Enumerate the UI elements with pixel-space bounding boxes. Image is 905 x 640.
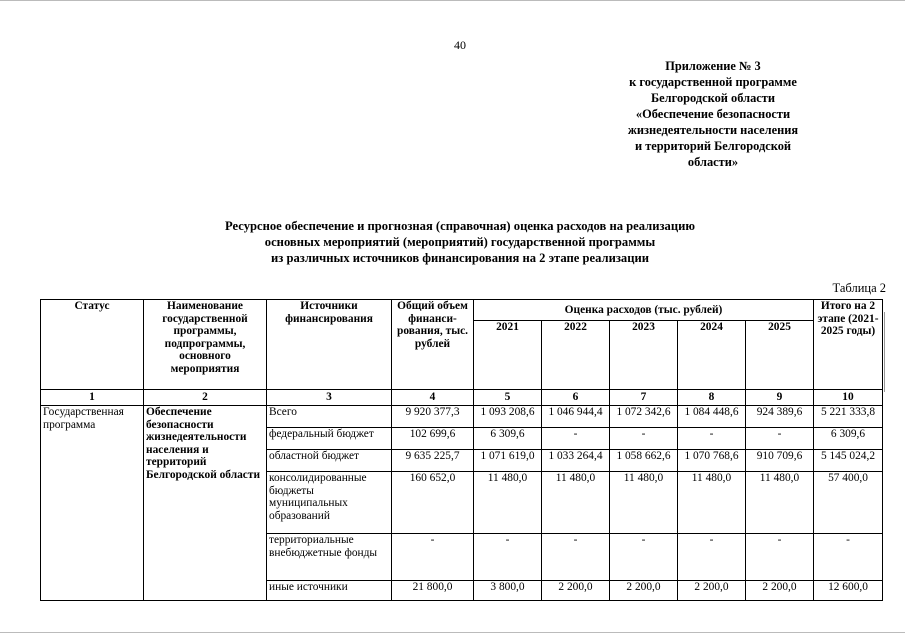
year-value-cell: 2 200,0	[610, 581, 678, 601]
header-year: 2024	[678, 321, 746, 390]
total-cell: -	[392, 534, 474, 581]
year-value-cell: -	[678, 534, 746, 581]
year-value-cell: 11 480,0	[542, 472, 610, 534]
column-number: 9	[746, 390, 814, 406]
table-label: Таблица 2	[832, 281, 886, 295]
table-row	[41, 406, 883, 428]
status-cell: Государственная программа	[41, 406, 144, 601]
header-stage-total: Итого на 2 этапе (2021-2025 годы)	[814, 300, 883, 390]
appendix-line: жизнедеятельности населения	[627, 123, 799, 137]
year-value-cell: -	[610, 428, 678, 450]
year-value-cell: 11 480,0	[474, 472, 542, 534]
column-number: 3	[267, 390, 392, 406]
year-value-cell: 910 709,6	[746, 450, 814, 472]
header-year: 2021	[474, 321, 542, 390]
scan-bottom-edge	[0, 632, 905, 633]
year-value-cell: -	[542, 428, 610, 450]
header-status: Статус	[41, 300, 144, 390]
appendix-line: «Обеспечение безопасности	[635, 107, 791, 121]
appendix-line: и территорий Белгородской	[634, 139, 792, 153]
column-number: 8	[678, 390, 746, 406]
source-cell: областной бюджет	[267, 450, 392, 472]
header-estimate: Оценка расходов (тыс. рублей)	[474, 300, 814, 321]
column-number: 10	[814, 390, 883, 406]
year-value-cell: 2 200,0	[542, 581, 610, 601]
year-value-cell: 11 480,0	[610, 472, 678, 534]
year-value-cell: 1 070 768,6	[678, 450, 746, 472]
total-cell: 160 652,0	[392, 472, 474, 534]
year-value-cell: 1 046 944,4	[542, 406, 610, 428]
program-name-cell: Обеспечение безопасности жизнедеятельности населения и территорий Белгородской области	[144, 406, 267, 601]
appendix-line: к государственной программе	[629, 75, 797, 89]
total-cell: 9 920 377,3	[392, 406, 474, 428]
year-value-cell: -	[678, 428, 746, 450]
column-number: 5	[474, 390, 542, 406]
year-value-cell: -	[610, 534, 678, 581]
column-number: 4	[392, 390, 474, 406]
header-name: Наименование государственной программы, подпрограммы, основного мероприятия	[144, 300, 267, 390]
source-cell: федеральный бюджет	[267, 428, 392, 450]
scan-top-edge	[0, 0, 905, 1]
column-number: 1	[41, 390, 144, 406]
header-year: 2023	[610, 321, 678, 390]
appendix-line: области»	[687, 155, 739, 169]
document-title	[120, 218, 800, 266]
header-row	[41, 300, 883, 321]
header-year: 2025	[746, 321, 814, 390]
stage-total-cell: -	[814, 534, 883, 581]
stage-total-cell: 5 221 333,8	[814, 406, 883, 428]
column-number: 7	[610, 390, 678, 406]
source-cell: консолидированные бюджеты муниципальных образований	[267, 472, 392, 534]
year-value-cell: 6 309,6	[474, 428, 542, 450]
year-value-cell: 1 072 342,6	[610, 406, 678, 428]
year-value-cell: 2 200,0	[678, 581, 746, 601]
total-cell: 102 699,6	[392, 428, 474, 450]
year-value-cell: 1 033 264,4	[542, 450, 610, 472]
appendix-block	[598, 58, 828, 170]
year-value-cell: -	[542, 534, 610, 581]
year-value-cell: -	[746, 428, 814, 450]
year-value-cell: 924 389,6	[746, 406, 814, 428]
year-value-cell: 11 480,0	[678, 472, 746, 534]
stage-total-cell: 5 145 024,2	[814, 450, 883, 472]
header-sources: Источники финансирования	[267, 300, 392, 390]
stage-total-cell: 6 309,6	[814, 428, 883, 450]
total-cell: 21 800,0	[392, 581, 474, 601]
year-value-cell: 1 071 619,0	[474, 450, 542, 472]
page-number: 40	[454, 38, 466, 52]
year-value-cell: 1 093 208,6	[474, 406, 542, 428]
header-total: Общий объем финанси-рования, тыс. рублей	[392, 300, 474, 390]
column-number: 6	[542, 390, 610, 406]
title-line: из различных источников финансирования на 2 этапе реализации	[271, 251, 649, 265]
year-value-cell: 3 800,0	[474, 581, 542, 601]
year-value-cell: 1 058 662,6	[610, 450, 678, 472]
scan-right-mark	[884, 312, 885, 392]
column-number: 2	[144, 390, 267, 406]
title-line: Ресурсное обеспечение и прогнозная (справочная) оценка расходов на реализацию	[225, 219, 695, 233]
column-numbers-row	[41, 390, 883, 406]
source-cell: иные источники	[267, 581, 392, 601]
title-line: основных мероприятий (мероприятий) государственной программы	[264, 235, 656, 249]
source-cell: Всего	[267, 406, 392, 428]
funding-table	[40, 299, 883, 601]
year-value-cell: -	[746, 534, 814, 581]
year-value-cell: 1 084 448,6	[678, 406, 746, 428]
stage-total-cell: 57 400,0	[814, 472, 883, 534]
year-value-cell: 2 200,0	[746, 581, 814, 601]
header-year: 2022	[542, 321, 610, 390]
year-value-cell: 11 480,0	[746, 472, 814, 534]
appendix-line: Приложение № 3	[665, 59, 761, 73]
year-value-cell: -	[474, 534, 542, 581]
total-cell: 9 635 225,7	[392, 450, 474, 472]
appendix-line: Белгородской области	[650, 91, 775, 105]
source-cell: территориальные внебюджетные фонды	[267, 534, 392, 581]
stage-total-cell: 12 600,0	[814, 581, 883, 601]
